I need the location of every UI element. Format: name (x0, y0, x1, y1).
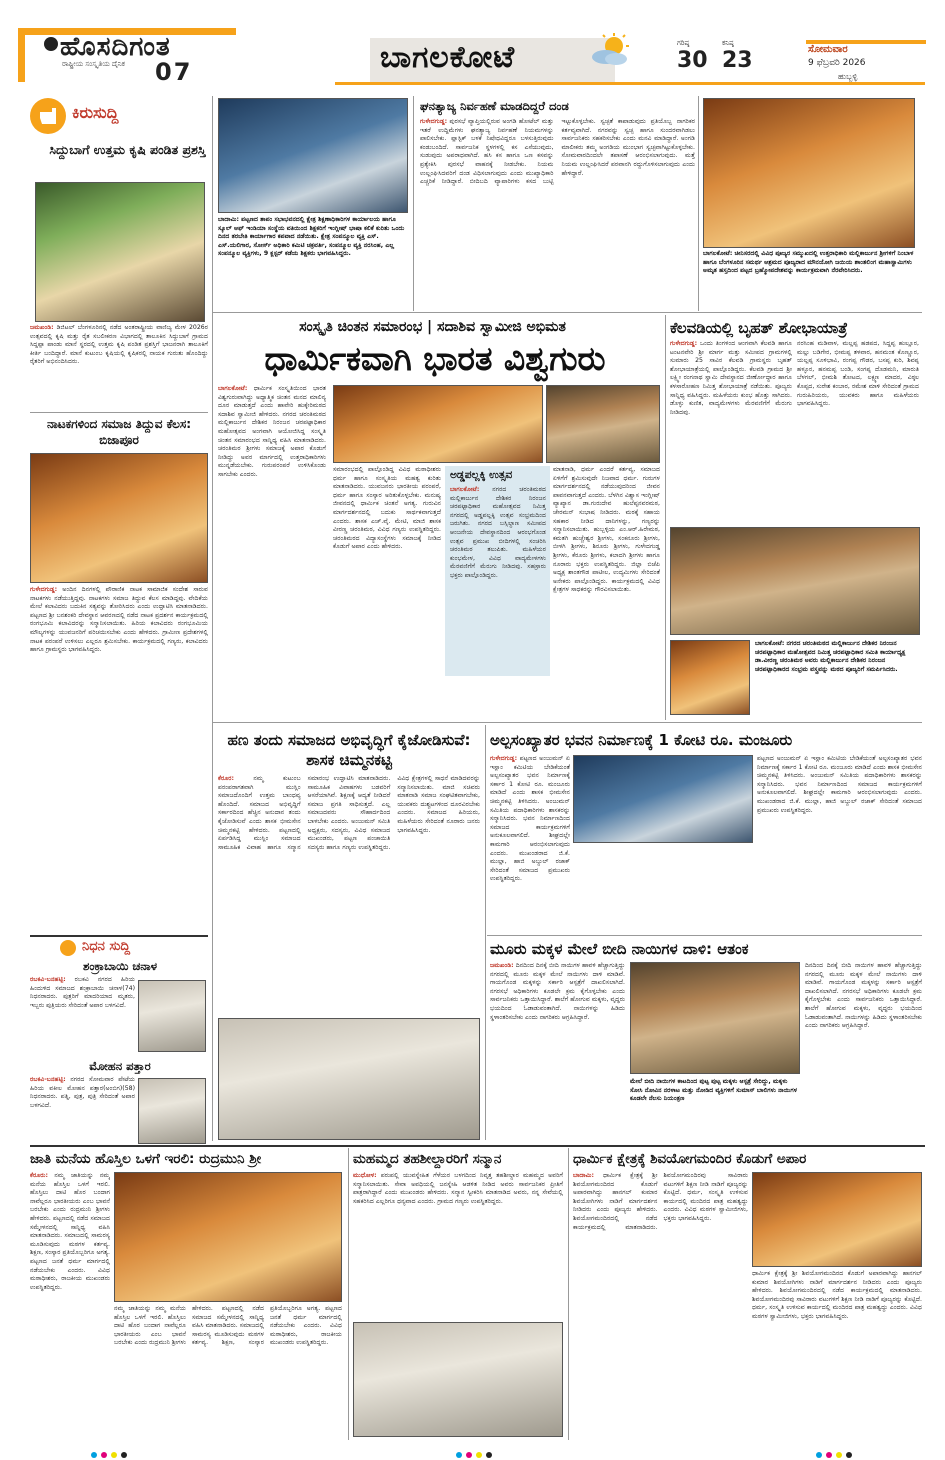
headline: ಅಲ್ಪಸಂಖ್ಯಾತರ ಭವನ ನಿರ್ಮಾಣಕ್ಕೆ 1 ಕೋಟಿ ರೂ. ಮಂಜೂರು (490, 731, 793, 749)
article-body: ಜಮಖಂಡಿ: ಡಿಜಿಟಲ್ ಬೆಂಗಳೂರಿನಲ್ಲಿ ನಡೆದ ಅಂತರಾಷ್ಟ್ರೀಯ ವಾಣಿಜ್ಯ ಮೇಳ 2026ರ ಉತ್ಸವದಲ್ಲಿ ಕೃಷಿ ಮತ್ತು ರೈತ ಸಬಲೀಕರಣ ವಿಭಾಗದಲ್ಲಿ ತಾಲೂಕಿನ ಸಿದ್ದುಬಾಗೆ ಗ್ರಾಮದ ಸಿದ್ದಪ್ಪಾ ಪಾಂಡು ಮಾನೆ ಸ್ಥರದಲ್ಲಿ ಉತ್ತಮ ಕೃಷಿ ಪಂಡಿತ ಪ್ರಶಸ್ತಿಗೆ ಭಾಜನರಾಗಿ ತಾಲೂಕಿಗೆ ಕೀರ್ತಿ ಬಂದಿದ್ದಾರೆ. ಮಾನೆ ಕುಟುಂಬ ಕೃಷಿಯಲ್ಲಿ ಕೃಷಿಕರಲ್ಲಿ ನಾಯಕ ಗುರುತು ಹೊಂದಿದ್ದು ರೈತರಿಗೆ ಅಭಿನಂದಿಸಿದರು. (30, 324, 208, 366)
award-photo (35, 182, 205, 322)
divider (30, 1145, 925, 1147)
felicitation-photo (353, 1322, 563, 1437)
sun-cloud-icon (588, 33, 632, 67)
obituary-name: ಶಂಕ್ರಾಬಾಯಿ ಚನಾಳ (83, 959, 157, 973)
column-rule (568, 1148, 569, 1440)
article-body: ಗುಳೇದಗುಡ್ಡ: ಪುರಸಭೆ ವ್ಯಾಪ್ತಿಯಲ್ಲಿರುವ ಅಂಗಡಿ ಹೋಟೆಲ್ ಮತ್ತು ಇತರೆ ಉದ್ದಿಮೆಗಳು ಘನತ್ಯಾಜ್ಯ ನಿರ್ವಹಣೆ ನಿಯಮಗಳನ್ನು ಪಾಲಿಸಬೇಕು. ಪ್ಲಾಸ್ಟಿಕ್ ಬಳಕೆ ನಿಷೇಧವಿದ್ದರೂ ಬಳಸುತ್ತಿರುವುದು ಕಂಡುಬಂದಿದೆ. ಸಾರ್ವಜನಿಕ ಸ್ಥಳಗಳಲ್ಲಿ ಕಸ ಎಸೆಯುವುದು, ಸುಡುವುದು ಅಪರಾಧವಾಗಿದೆ. ಹಸಿ ಕಸ ಹಾಗೂ ಒಣ ಕಸವನ್ನು ಪ್ರತ್ಯೇಕಿಸಿ ಪುರಸಭೆ ವಾಹನಕ್ಕೆ ನೀಡಬೇಕು. ನಿಯಮ ಉಲ್ಲಂಘಿಸಿದವರಿಗೆ ದಂಡ ವಿಧಿಸಲಾಗುವುದು ಎಂದು ಮುಖ್ಯಾಧಿಕಾರಿ ಎಚ್ಚರಿಕೆ ನೀಡಿದ್ದಾರೆ. ಬೀದಿಬದಿ ವ್ಯಾಪಾರಿಗಳು ಕಸದ ಬುಟ್ಟಿ ಇಟ್ಟುಕೊಳ್ಳಬೇಕು. ಸ್ವಚ್ಛತೆ ಕಾಪಾಡುವುದು ಪ್ರತಿಯೊಬ್ಬ ನಾಗರಿಕರ ಕರ್ತವ್ಯವಾಗಿದೆ. ನಗರವನ್ನು ಸ್ವಚ್ಛ ಹಾಗೂ ಸುಂದರವಾಗಿಡಲು ಸಾರ್ವಜನಿಕರು ಸಹಕರಿಸಬೇಕು ಎಂದು ಮನವಿ ಮಾಡಿದ್ದಾರೆ. ಅಂಗಡಿ ಮಾಲೀಕರು ತಮ್ಮ ಅಂಗಡಿಯ ಮುಂಭಾಗ ಸ್ವಚ್ಛವಾಗಿಟ್ಟುಕೊಳ್ಳಬೇಕು. ಸೋಮವಾರದಿಂದಲೇ ತಪಾಸಣೆ ಆರಂಭಿಸಲಾಗುವುದು. ಮತ್ತೆ ನಿಯಮ ಉಲ್ಲಂಘಿಸಿದರೆ ಪರವಾನಗಿ ರದ್ದುಗೊಳಿಸಲಾಗುವುದು ಎಂದು ಹೇಳಿದ್ದಾರೆ. (420, 118, 695, 186)
article-body: ಕೆರೂರ: ನಮ್ಮ ಕುಟುಂಬ ಪರಂಪರಾಗತವಾಗಿ ಮುಸ್ಲಿಂ ಸಮಾಜದೊಂದಿಗೆ ಉತ್ತಮ ಬಾಂಧವ್ಯ ಹೊಂದಿದೆ. ಸಮಾಜದ ಅಭಿವೃದ್ಧಿಗೆ ಸರ್ಕಾರದಿಂದ ಹೆಚ್ಚಿನ ಅನುದಾನ ತಂದು ಕೈಜೋಡಿಸುವೆ ಎಂದು ಶಾಸಕ ಭೀಮಸೇನ ಚಿಮ್ಮನಕಟ್ಟಿ ಹೇಳಿದರು. ಪಟ್ಟಣದಲ್ಲಿ ಏರ್ಪಡಿಸಿದ್ದ ಮುಸ್ಲಿಂ ಸಮಾಜದ ಸಾಮೂಹಿಕ ವಿವಾಹ ಹಾಗೂ ಸನ್ಮಾನ ಸಮಾರಂಭ ಉದ್ಘಾಟಿಸಿ ಮಾತನಾಡಿದರು. ಸಾಮೂಹಿಕ ವಿವಾಹಗಳು ಬಡವರಿಗೆ ಆಸರೆಯಾಗಿವೆ. ಶಿಕ್ಷಣಕ್ಕೆ ಆದ್ಯತೆ ನೀಡಿದರೆ ಸಮಾಜ ಪ್ರಗತಿ ಸಾಧಿಸುತ್ತದೆ. ಎಲ್ಲ ಸಮಾಜದವರು ಸೌಹಾರ್ದದಿಂದ ಬಾಳಬೇಕು ಎಂದರು. ಅಂಜುಮನ್ ಸಮಿತಿ ಅಧ್ಯಕ್ಷರು, ಸದಸ್ಯರು, ವಿವಿಧ ಸಮಾಜದ ಮುಖಂಡರು, ಪಟ್ಟಣ ಪಂಚಾಯಿತಿ ಸದಸ್ಯರು ಹಾಗೂ ಗಣ್ಯರು ಉಪಸ್ಥಿತರಿದ್ದರು. ವಿವಿಧ ಕ್ಷೇತ್ರಗಳಲ್ಲಿ ಸಾಧನೆ ಮಾಡಿದವರನ್ನು ಸನ್ಮಾನಿಸಲಾಯಿತು. ಮಾಜಿ ಸಚಿವರು ಮಾತನಾಡಿ ಸಮಾಜ ಸಂಘಟಿತವಾಗಬೇಕು, ಯುವಕರು ದುಶ್ಚಟಗಳಿಂದ ದೂರವಿರಬೇಕು ಎಂದರು. ಸಮಾಜದ ಹಿರಿಯರು, ಮಹಿಳೆಯರು ಸೇರಿದಂತೆ ನೂರಾರು ಜನರು ಭಾಗವಹಿಸಿದ್ದರು. (218, 775, 480, 851)
edition-name: ಹುಬ್ಬಳ್ಳಿ (838, 72, 858, 81)
headline: ಕೆಲವಡಿಯಲ್ಲಿ ಬೃಹತ್ ಶೋಭಾಯಾತ್ರೆ (670, 319, 848, 337)
city-name: ಬಾಗಲಕೋಟೆ (380, 40, 516, 75)
temp-min-label: ಕನಿಷ್ಠ (722, 39, 734, 47)
photo-caption: ಬಾಗಲಕೋಟೆ: ಚೀನಿಸರದಲ್ಲಿ ವಿವಿಧ ಪೂಜ್ಯರ ಸಮ್ಮುಖದಲ್ಲಿ ಉತ್ತರಾಧಿಕಾರಿ ಮಲ್ಲಿಕಾರ್ಜುನ ಶ್ರೀಗಳಿಗೆ ನಿಂಬಾಳ ಹಾಗೂ ಬೆಂಗಳೂರಿನ ಸಮರ್ಥ ಆಶ್ರಮದ ಪೂಜ್ಯರಾದ ಮೌನಯೋಗಿ ಜಯಿಯ ಶಾಂತಲಿಂಗ ಮಹಾಸ್ವಾಮಿಗಳು ಅಮೃತ ಹಸ್ತದಿಂದ ಪಟ್ಟದ ಬ್ರಹ್ಮೋಪದೇಶವನ್ನು ಕಾರ್ಯಕ್ರಮವಾಗಿ ನೆರವೇರಿಸಿದರು. (703, 250, 914, 275)
article-body: ಬಾಗಲಕೋಟೆ: ಧಾರ್ಮಿಕ ಸಂಸ್ಕೃತಿಯಿಂದ ಭಾರತ ವಿಶ್ವಗುರುವಾಗಿದ್ದು ಅಧ್ಯಾತ್ಮಿಕ ಚಿಂತನ ಮನದ ಮಾಲಿನ್ಯ ದೂರ ಮಾಡುತ್ತದೆ ಎಂದು ಹಾವೇರಿ ಹುಕ್ಕೇರಿಮಠದ ಸದಾಶಿವ ಸ್ವಾಮೀಜಿ ಹೇಳಿದರು. ನಗರದ ಚರಂತಿಮಠದ ಮಲ್ಲಿಕಾರ್ಜುನ ದೇಶಿಕರ ನಿರಂಜನ ಚರಪಟ್ಟಾಧಿಕಾರ ಮಹೋತ್ಸವದ ಅಂಗವಾಗಿ ಆಯೋಜಿಸಿದ್ದ ಸಂಸ್ಕೃತಿ ಚಿಂತನ ಸಮಾರಂಭದ ಸಾನ್ನಿಧ್ಯ ವಹಿಸಿ ಮಾತನಾಡಿದರು. ಚರಂತಿಮಠ ಶ್ರೀಗಳು ಸಮಾಜಕ್ಕೆ ಅಪಾರ ಕೊಡುಗೆ ನೀಡಿದ್ದು ಅವರ ಮಾರ್ಗದಲ್ಲಿ ಉತ್ತರಾಧಿಕಾರಿಗಳು ಮುನ್ನಡೆಯಬೇಕು. ಗುರುಪರಂಪರೆ ಉಳಿಸಿಕೊಂಡು ಸಾಗಬೇಕು ಎಂದರು. (218, 385, 326, 478)
date: 9 ಫೆಬ್ರವರಿ 2026 (808, 58, 866, 68)
newspaper-logo-icon (44, 37, 58, 51)
day-name: ಸೋಮವಾರ (808, 44, 848, 55)
print-registration-marks (455, 1444, 495, 1452)
pointing-hand-icon (30, 98, 66, 134)
article-body: ಗುಳೇದಗುಡ್ಡ: ಒಂದು ತಿಂಗಳಿಂದ ಆಂಗವಾಗಿ ಕೆಲವಡಿ ಹಾಗೂ ಟಂಟನವೇರಿ ಶ್ರೀ ಮಾರ್ಗ ಮತ್ತು ಸಮೀಪದ ಗ್ರಾಮಗಳಲ್ಲಿ ಸುಮಾರು 25 ಸಾವಿರ ಕೆಲವಡಿ ಗ್ರಾಮಸ್ಥರು ಬೃಹತ್ ಶೋಭಾಯಾತ್ರೆಯಲ್ಲಿ ಪಾಲ್ಗೊಂಡಿದ್ದರು. ಕೆಲವಡಿ ಗ್ರಾಮದ ಶ್ರೀ ಲಕ್ಷ್ಮೀ ರಂಗನಾಥ ಸ್ವಾಮಿ ದೇವಸ್ಥಾನದ ಜೀರ್ಣೋದ್ಧಾರ ಹಾಗೂ ಕಳಸಾರೋಹಣ ನಿಮಿತ್ತ ಶೋಭಾಯಾತ್ರೆ ನಡೆಯಿತು. ಪೂಜ್ಯರು ಸಾನ್ನಿಧ್ಯ ವಹಿಸಿದ್ದರು. ಮಹಿಳೆಯರು ಕುಂಭ ಹೊತ್ತು ಸಾಗಿದರು. ಡೊಳ್ಳು ಕುಣಿತ, ವಾದ್ಯಮೇಳಗಳು ಮೆರವಣಿಗೆಗೆ ಮೆರುಗು ನೀಡಿದವು. (670, 340, 792, 416)
obituary-body: ರಬಕವಿ-ಬನಹಟ್ಟಿ: ರಬಕವಿ ನಗರದ ಹಿರಿಯ ಹಿಂದುಳಿದ ಸಮಾಜದ ಶಂಕ್ರಾಬಾಯಿ ಚನಾಳ(74) ನಿಧನರಾದರು. ಪುತ್ರರಿಗೆ ಮಾದರಿಯಾದ ಮೃತರು, ಇಬ್ಬರು ಪುತ್ರಿಯರು ಸೇರಿದಂತೆ ಅಪಾರ ಬಳಗವಿದೆ. (30, 976, 135, 1009)
headline: ಮೂರು ಮಕ್ಕಳ ಮೇಲೆ ಬೀದಿ ನಾಯಿಗಳ ದಾಳಿ: ಆತಂಕ (490, 940, 749, 958)
article-body: ಧಾರ್ಮಿಕ ಕ್ಷೇತ್ರಕ್ಕೆ ಶ್ರೀ ಶಿವಯೋಗಮಂದಿರದ ಕೊಡುಗೆ ಅಪಾರವಾಗಿದ್ದು ಹಾನಗಲ್ ಕುಮಾರ ಶಿವಯೋಗಿಗಳು ನಾಡಿಗೆ ಮಾರ್ಗದರ್ಶನ ನೀಡಿದರು ಎಂದು ಪೂಜ್ಯರು ಹೇಳಿದರು. ಶಿವಯೋಗಮಂದಿರದಲ್ಲಿ ನಡೆದ ಕಾರ್ಯಕ್ರಮದಲ್ಲಿ ಮಾತನಾಡಿದರು. ಶಿವಯೋಗಮಂದಿರವು ಸಾವಿರಾರು ವಟುಗಳಿಗೆ ಶಿಕ್ಷಣ ನೀಡಿ ನಾಡಿಗೆ ಪೂಜ್ಯರನ್ನು ಕೊಟ್ಟಿದೆ. ಧರ್ಮ, ಸಂಸ್ಕೃತಿ ಉಳಿಸುವ ಕಾರ್ಯದಲ್ಲಿ ಮಂದಿರದ ಪಾತ್ರ ಮಹತ್ವದ್ದು ಎಂದರು. ವಿವಿಧ ಮಠಗಳ ಸ್ವಾಮೀಜಿಗಳು, ಭಕ್ತರು ಭಾಗವಹಿಸಿದ್ದರು. (752, 1270, 922, 1320)
photo-caption: ಬಾಗಲಕೋಟೆ: ನಗರದ ಚರಂತಿಮಠದ ಮಲ್ಲಿಕಾರ್ಜುನ ದೇಶಿಕರ ನಿರಂಜನ ಚರಪಟ್ಟಾಧಿಕಾರ ಮಹೋತ್ಸವದ ನಿಮಿತ್ತ ಚರಪಟ್ಟಾಧಿಕಾರ ಸಮಿತಿ ಕಾರ್ಯಾಧ್ಯಕ್ಷ ಡಾ.ವೀರಣ್ಣ ಚರಂತಿಮಠ ಅವರು ಮಲ್ಲಿಕಾರ್ಜುನ ದೇಶಿಕರ ನಿರಂಜನ ಚರಪಟ್ಟಾಧಿಕಾರದ ಸಂಭ್ರಮ ವಸ್ತ್ರವನ್ನು ಮಠದ ಪೂಜ್ಯರಿಗೆ ಸಮರ್ಪಿಸಿದರು. (755, 640, 906, 673)
divider (30, 412, 208, 413)
seers-portrait-photo (546, 385, 660, 463)
header-rule (335, 82, 925, 85)
divider (487, 935, 922, 936)
procession-photo (670, 527, 920, 635)
obituary-name: ಮೋಹನ ಪತ್ತಾರ (89, 1059, 151, 1073)
article-body: ಮಾತನಾಡಿ, ಧರ್ಮ ಎಂದರೆ ಕರ್ತವ್ಯ, ಸಮಾಜದ ಏಳಿಗೆಗೆ ಶ್ರಮಿಸುವುದೇ ನಿಜವಾದ ಧರ್ಮ. ಗುರುಗಳ ಮಾರ್ಗದರ್ಶನದಲ್ಲಿ ನಡೆಯುವುದರಿಂದ ಜೀವನ ಪಾವನವಾಗುತ್ತದೆ ಎಂದರು. ಬೆಳಗಿನ ವಿಶ್ವಾಸ ಇಂಗ್ಲೀಷ್ ವ್ಯಾಖ್ಯಾನ ಡಾ.ಗುರುದೇವ ಹುಲೆಪ್ಪನವರಮಠ, ಚೇರಮನ್ ಸುಭಾಷ ನೀಡಿದರು. ಮಠಕ್ಕೆ ಸಹಾಯ ಸಹಕಾರ ನೀಡಿದ ದಾನಿಗಳನ್ನು, ಗಣ್ಯರನ್ನು ಸನ್ಮಾನಿಸಲಾಯಿತು. ಹುಬ್ಬಳ್ಳಿಯ ಎಂ.ಆರ್.ಹಿರೇಮಠ, ಕಮತಗಿ ಹುಚ್ಚೇಶ್ವರ ಶ್ರೀಗಳು, ಸಂಕನೂರು ಶ್ರೀಗಳು, ಬೀಳಗಿ ಶ್ರೀಗಳು, ಶಿರೂರು ಶ್ರೀಗಳು, ಗುಳೇದಗುಡ್ಡ ಶ್ರೀಗಳು, ಕೆರೂರು ಶ್ರೀಗಳು, ಕಲಾದಗಿ ಶ್ರೀಗಳು ಹಾಗೂ ನೂರಾರು ಭಕ್ತರು ಉಪಸ್ಥಿತರಿದ್ದರು. ಜಿಲ್ಲಾ ಬಿಜೆಪಿ ಅಧ್ಯಕ್ಷ ಶಾಂತಗೌಡ ಪಾಟೀಲ, ಉದ್ಯಮಿಗಳು ಸೇರಿದಂತೆ ಅನೇಕರು ಪಾಲ್ಗೊಂಡಿದ್ದರು. ಕಾರ್ಯಕ್ರಮದಲ್ಲಿ ವಿವಿಧ ಕ್ಷೇತ್ರಗಳ ಸಾಧಕರನ್ನು ಗೌರವಿಸಲಾಯಿತು. (553, 466, 660, 594)
seer-stage-photo (333, 385, 543, 463)
headline: ನಾಟಕಗಳಿಂದ ಸಮಾಜ ತಿದ್ದುವ ಕೆಲಸ: ಬಿಜಾಪೂರ (46, 417, 192, 447)
column-rule (485, 725, 486, 1140)
headline: ಧಾರ್ಮಿಕ ಕ್ಷೇತ್ರಕ್ಕೆ ಶಿವಯೋಗಮಂದಿರ ಕೊಡುಗೆ ಅಪಾರ (573, 1151, 807, 1167)
committee-photo (573, 755, 753, 843)
headline: ಹಣ ತಂದು ಸಮಾಜದ ಅಭಿವೃದ್ಧಿಗೆ ಕೈಜೋಡಿಸುವೆ: ಶಾಸಕ ಚಿಮ್ಮನಕಟ್ಟಿ (227, 731, 471, 769)
temp-max: 30 (677, 48, 708, 73)
lead-kicker: ಸಂಸ್ಕೃತಿ ಚಿಂತನ ಸಮಾರಂಭ | ಸದಾಶಿವ ಸ್ವಾಮೀಜಿ ಅಭಿಮತ (299, 319, 566, 335)
article-body: ಸಮಾರಂಭದಲ್ಲಿ ಪಾಲ್ಗೊಂಡಿದ್ದ ವಿವಿಧ ಮಠಾಧೀಶರು ಧರ್ಮ ಹಾಗೂ ಸಂಸ್ಕೃತಿಯ ಮಹತ್ವ ಕುರಿತು ಮಾತನಾಡಿದರು. ಯುವಜನರು ಭಾರತೀಯ ಪರಂಪರೆ, ಧರ್ಮ ಹಾಗೂ ಸಂಸ್ಕಾರ ಅರಿತುಕೊಳ್ಳಬೇಕು. ಮನುಷ್ಯ ಜೀವನದಲ್ಲಿ ಧಾರ್ಮಿಕ ಚಿಂತನೆ ಅಗತ್ಯ. ಗುರುವಿನ ಮಾರ್ಗದರ್ಶನದಲ್ಲಿ ಬದುಕು ಸಾರ್ಥಕವಾಗುತ್ತದೆ ಎಂದರು. ಶಾಸಕ ಎಚ್.ವೈ. ಮೇಟಿ, ಮಾಜಿ ಶಾಸಕ ವೀರಣ್ಣ ಚರಂತಿಮಠ, ವಿವಿಧ ಗಣ್ಯರು ಉಪಸ್ಥಿತರಿದ್ದರು. ಚರಂತಿಮಠದ ವಿದ್ಯಾಸಂಸ್ಥೆಗಳು ಸಮಾಜಕ್ಕೆ ನೀಡಿದ ಕೊಡುಗೆ ಅಪಾರ ಎಂದು ಹೇಳಿದರು. (333, 466, 441, 551)
injured-children-photo (630, 962, 800, 1074)
training-photo (218, 98, 408, 213)
photo-caption: ಬಾದಾಮಿ: ಪಟ್ಟಣದ ತಾಪಂ ಸಭಾಭವನದಲ್ಲಿ ಕ್ಷೇತ್ರ ಶಿಕ್ಷಣಾಧಿಕಾರಿಗಳ ಕಾರ್ಯಾಲಯ ಹಾಗೂ ಸ್ಕೂಲ್ ಆಫ್ ಇಂಡಿಯಾ ಸಂಸ್ಥೆಯ ವತಿಯಿಂದ ಶಿಕ್ಷಕರಿಗೆ ಇಂಗ್ಲೀಷ್ ಭಾಷಾ ಕಲಿಕೆ ಕುರಿತು ಒಂದು ದಿನದ ತರಬೇತಿ ಕಾರ್ಯಾಗಾರ ಕಪವಾದ ನಡೆಯಿತು. ಕ್ಷೇತ್ರ ಸಂಪನ್ಮೂಲ ವ್ಯಕ್ತಿ ಎಸ್. ಎಸ್.ಯಲಿಗಾರ, ಸೋರ್ಸ್ ಅಧಿಕಾರಿ ಕಮಿಟಿ ಚಕ್ರವರ್ತಿ, ಸಂಪನ್ಮೂಲ ವ್ಯಕ್ತಿ ನರಸಿಂಹ, ಎಲ್ಲ ಸಂಪನ್ಮೂಲ ವ್ಯಕ್ತಿಗಳು, 9 ಕ್ಲಸ್ಟರ್ ಕಡೆಯ ಶಿಕ್ಷಕರು ಭಾಗವಹಿಸಿದ್ದರು. (218, 216, 405, 258)
headline: ಮಹಮ್ಮದ ತಹಶೀಲ್ದಾರರಿಗೆ ಸನ್ಮಾನ (353, 1151, 502, 1167)
article-body: ದಿನದಿಂದ ದಿನಕ್ಕೆ ಬೀದಿ ನಾಯಿಗಳ ಹಾವಳಿ ಹೆಚ್ಚಾಗುತ್ತಿದ್ದು ನಗರದಲ್ಲಿ ಮೂರು ಮಕ್ಕಳ ಮೇಲೆ ನಾಯಿಗಳು ದಾಳಿ ಮಾಡಿವೆ. ಗಾಯಗೊಂಡ ಮಕ್ಕಳನ್ನು ಸರ್ಕಾರಿ ಆಸ್ಪತ್ರೆಗೆ ದಾಖಲಿಸಲಾಗಿದೆ. ನಗರಸಭೆ ಅಧಿಕಾರಿಗಳು ಕೂಡಲೇ ಕ್ರಮ ಕೈಗೊಳ್ಳಬೇಕು ಎಂದು ಸಾರ್ವಜನಿಕರು ಒತ್ತಾಯಿಸಿದ್ದಾರೆ. ಶಾಲೆಗೆ ಹೋಗುವ ಮಕ್ಕಳು, ವೃದ್ಧರು ಭಯದಿಂದ ಓಡಾಡುವಂತಾಗಿದೆ. ನಾಯಿಗಳನ್ನು ಹಿಡಿದು ಸ್ಥಳಾಂತರಿಸಬೇಕು ಎಂದು ನಾಗರಿಕರು ಆಗ್ರಹಿಸಿದ್ದಾರೆ. (805, 962, 922, 1030)
article-body: ನಮ್ಮ ಜಾತಿಯನ್ನು ನಮ್ಮ ಮನೆಯ ಹೊಸ್ತಿಲ ಒಳಗೆ ಇರಲಿ. ಹೊಸ್ತಿಲು ದಾಟಿ ಹೊರ ಬಂದಾಗ ನಾವೆಲ್ಲರೂ ಭಾರತೀಯರು ಎಂಬ ಭಾವನೆ ಬರಬೇಕು ಎಂದು ರುದ್ರಮುನಿ ಶ್ರೀಗಳು ಹೇಳಿದರು. ಪಟ್ಟಣದಲ್ಲಿ ನಡೆದ ಸಮಾಜದ ಸಮ್ಮೇಳನದಲ್ಲಿ ಸಾನ್ನಿಧ್ಯ ವಹಿಸಿ ಮಾತನಾಡಿದರು. ಸಮಾಜದಲ್ಲಿ ಸಾಮರಸ್ಯ ಮೂಡಿಸುವುದು ಮಠಗಳ ಕರ್ತವ್ಯ. ಶಿಕ್ಷಣ, ಸಂಸ್ಕಾರ ಪ್ರತಿಯೊಬ್ಬರಿಗೂ ಅಗತ್ಯ. ಪಟ್ಟಣದ ಜನತೆ ಧರ್ಮ ಮಾರ್ಗದಲ್ಲಿ ನಡೆಯಬೇಕು ಎಂದರು. ವಿವಿಧ ಮಠಾಧೀಶರು, ರಾಜಕೀಯ ಮುಖಂಡರು ಉಪಸ್ಥಿತರಿದ್ದರು. (114, 1305, 342, 1347)
newspaper-logo: ಹೊಸದಿಗಂತ (60, 32, 171, 62)
sammelana-photo (114, 1172, 342, 1302)
article-body: ಜಮಖಂಡಿ: ದಿನದಿಂದ ದಿನಕ್ಕೆ ಬೀದಿ ನಾಯಿಗಳ ಹಾವಳಿ ಹೆಚ್ಚಾಗುತ್ತಿದ್ದು ನಗರದಲ್ಲಿ ಮೂರು ಮಕ್ಕಳ ಮೇಲೆ ನಾಯಿಗಳು ದಾಳಿ ಮಾಡಿವೆ. ಗಾಯಗೊಂಡ ಮಕ್ಕಳನ್ನು ಸರ್ಕಾರಿ ಆಸ್ಪತ್ರೆಗೆ ದಾಖಲಿಸಲಾಗಿದೆ. ನಗರಸಭೆ ಅಧಿಕಾರಿಗಳು ಕೂಡಲೇ ಕ್ರಮ ಕೈಗೊಳ್ಳಬೇಕು ಎಂದು ಸಾರ್ವಜನಿಕರು ಒತ್ತಾಯಿಸಿದ್ದಾರೆ. ಶಾಲೆಗೆ ಹೋಗುವ ಮಕ್ಕಳು, ವೃದ್ಧರು ಭಯದಿಂದ ಓಡಾಡುವಂತಾಗಿದೆ. ನಾಯಿಗಳನ್ನು ಹಿಡಿದು ಸ್ಥಳಾಂತರಿಸಬೇಕು ಎಂದು ನಾಗರಿಕರು ಆಗ್ರಹಿಸಿದ್ದಾರೆ. (490, 962, 625, 1021)
newspaper-tagline: ರಾಷ್ಟ್ರೀಯ ಸಂಸ್ಕೃತಿಯ ದೈನಿಕ (62, 60, 125, 68)
column-rule (698, 96, 699, 311)
page-number: 07 (155, 58, 193, 86)
photo-caption: ಮೇಲೆ ಬೀದಿ ನಾಯಿಗಳ ಕಾಟದಿಂದ ಪುಟ್ಟ ಪುಟ್ಟ ಮಕ್ಕಳು ಆಸ್ಪತ್ರೆ ಸೇರಿದ್ದು, ಮಕ್ಕಳು ಸೋಸಿ ನೋವಿನ ನರಳಾಟ ಮತ್ತು ನೋಡಿದ ವ್ಯಕ್ತಿಗಳಿಗೆ ಸುಮಾಸ್ ಬಾಲಿಗಳು ನಾಯಿಗಳ ಕೂಡಲೇ ನೆಲಸು ನಿಯಂತ್ರಣ (630, 1078, 798, 1103)
article-body: ಗುಳೇದಗುಡ್ಡ: ಪಟ್ಟಣದ ಅಂಜುಮನ್ ಏ ಇಸ್ಲಾಂ ಕಮಿಟಿಯ ಬೇಡಿಕೆಯಂತೆ ಅಲ್ಪಸಂಖ್ಯಾತರ ಭವನ ನಿರ್ಮಾಣಕ್ಕೆ ಸರ್ಕಾರ 1 ಕೋಟಿ ರೂ. ಮಂಜೂರು ಮಾಡಿದೆ ಎಂದು ಶಾಸಕ ಭೀಮಸೇನ ಚಿಮ್ಮನಕಟ್ಟಿ ತಿಳಿಸಿದರು. ಅಂಜುಮನ್ ಸಮಿತಿಯ ಪದಾಧಿಕಾರಿಗಳು ಶಾಸಕರನ್ನು ಸನ್ಮಾನಿಸಿದರು. ಭವನ ನಿರ್ಮಾಣದಿಂದ ಸಮಾಜದ ಕಾರ್ಯಕ್ರಮಗಳಿಗೆ ಅನುಕೂಲವಾಗಲಿದೆ. ಶೀಘ್ರದಲ್ಲೇ ಕಾಮಗಾರಿ ಆರಂಭಿಸಲಾಗುವುದು ಎಂದರು. ಮುಖಂಡರಾದ ಜಿ.ಕೆ. ಮುಲ್ಲಾ, ಹಾಜಿ ಅಬ್ದುಲ್ ರಜಾಕ್ ಸೇರಿದಂತೆ ಸಮಾಜದ ಪ್ರಮುಖರು ಉಪಸ್ಥಿತರಿದ್ದರು. (490, 755, 570, 883)
divider (30, 935, 208, 937)
obituary-photo (138, 980, 206, 1052)
article-body: ಬಾದಾಮಿ: ಧಾರ್ಮಿಕ ಕ್ಷೇತ್ರಕ್ಕೆ ಶ್ರೀ ಶಿವಯೋಗಮಂದಿರದ ಕೊಡುಗೆ ಅಪಾರವಾಗಿದ್ದು ಹಾನಗಲ್ ಕುಮಾರ ಶಿವಯೋಗಿಗಳು ನಾಡಿಗೆ ಮಾರ್ಗದರ್ಶನ ನೀಡಿದರು ಎಂದು ಪೂಜ್ಯರು ಹೇಳಿದರು. ಶಿವಯೋಗಮಂದಿರದಲ್ಲಿ ನಡೆದ ಕಾರ್ಯಕ್ರಮದಲ್ಲಿ ಮಾತನಾಡಿದರು. ಶಿವಯೋಗಮಂದಿರವು ಸಾವಿರಾರು ವಟುಗಳಿಗೆ ಶಿಕ್ಷಣ ನೀಡಿ ನಾಡಿಗೆ ಪೂಜ್ಯರನ್ನು ಕೊಟ್ಟಿದೆ. ಧರ್ಮ, ಸಂಸ್ಕೃತಿ ಉಳಿಸುವ ಕಾರ್ಯದಲ್ಲಿ ಮಂದಿರದ ಪಾತ್ರ ಮಹತ್ವದ್ದು ಎಂದರು. ವಿವಿಧ ಮಠಗಳ ಸ್ವಾಮೀಜಿಗಳು, ಭಕ್ತರು ಭಾಗವಹಿಸಿದ್ದರು. (573, 1172, 748, 1231)
print-registration-marks (90, 1444, 130, 1452)
lead-headline: ಧಾರ್ಮಿಕವಾಗಿ ಭಾರತ ವಿಶ್ವಗುರು (264, 339, 606, 378)
obituary-body: ರಬಕವಿ-ಬನಹಟ್ಟಿ: ನಗರದ ಸೋಮವಾರ ಪೇಟೆಯ ಹಿರಿಯ ವಕೀಲ ಮೋಹನ ಪತ್ತಾರ(ಅಂಬಿಗ)(58) ನಿಧನರಾದರು. ಪತ್ನಿ, ಪುತ್ರ, ಪುತ್ರಿ ಸೇರಿದಂತೆ ಅಪಾರ ಬಳಗವಿದೆ. (30, 1076, 135, 1109)
column-rule (413, 96, 414, 311)
seer-photo (670, 640, 750, 715)
shivayoga-photo (752, 1172, 922, 1267)
temp-max-label: ಗರಿಷ್ಠ (677, 39, 690, 47)
box-headline: ಅಡ್ಡಪಲ್ಲಕ್ಕಿ ಉತ್ಸವ (450, 469, 513, 481)
divider (212, 312, 922, 313)
article-body: ನರಸಿಂಹ ಮಡಿವಾಳ, ಮಲ್ಲಪ್ಪ ಹಡಪದ, ಸಿದ್ದಪ್ಪ ಹುಲ್ಲೂರ, ಮಲ್ಲು ಬಡಿಗೇರ, ಭೀಮಪ್ಪ ತಳವಾರ, ಹನಮಂತ ಕೊಣ್ಣೂರ, ಯಲ್ಲಪ್ಪ ಸೂಳಿಭಾವಿ, ರಂಗಪ್ಪ ಗೌಡರ, ಬಸಪ್ಪ ಕುರಿ, ಶಿವಪ್ಪ ಹಳ್ಳೂರ, ಹನಮಪ್ಪ ಬಂಡಿ, ಸಂಗಪ್ಪ ದೊಡಮನಿ, ಮಾರುತಿ ಬೆಳಗಲ್, ಭೀಮಶಿ ತೋಟದ, ಲಕ್ಷ್ಮಣ ಮಾದರ, ವಿಠ್ಠಲ ಕೊಪ್ಪದ, ಸುರೇಶ ಕಂಬಾರ, ರಮೇಶ ಮಾಳಿ ಸೇರಿದಂತೆ ಗ್ರಾಮದ ಗುರುಹಿರಿಯರು, ಯುವಕರು ಹಾಗೂ ಮಹಿಳೆಯರು ಭಾಗವಹಿಸಿದ್ದರು. (797, 340, 919, 408)
lamp-icon (60, 940, 76, 956)
temp-min: 23 (722, 48, 753, 73)
divider (212, 722, 922, 723)
article-body: ಪಟ್ಟಣದ ಅಂಜುಮನ್ ಏ ಇಸ್ಲಾಂ ಕಮಿಟಿಯ ಬೇಡಿಕೆಯಂತೆ ಅಲ್ಪಸಂಖ್ಯಾತರ ಭವನ ನಿರ್ಮಾಣಕ್ಕೆ ಸರ್ಕಾರ 1 ಕೋಟಿ ರೂ. ಮಂಜೂರು ಮಾಡಿದೆ ಎಂದು ಶಾಸಕ ಭೀಮಸೇನ ಚಿಮ್ಮನಕಟ್ಟಿ ತಿಳಿಸಿದರು. ಅಂಜುಮನ್ ಸಮಿತಿಯ ಪದಾಧಿಕಾರಿಗಳು ಶಾಸಕರನ್ನು ಸನ್ಮಾನಿಸಿದರು. ಭವನ ನಿರ್ಮಾಣದಿಂದ ಸಮಾಜದ ಕಾರ್ಯಕ್ರಮಗಳಿಗೆ ಅನುಕೂಲವಾಗಲಿದೆ. ಶೀಘ್ರದಲ್ಲೇ ಕಾಮಗಾರಿ ಆರಂಭಿಸಲಾಗುವುದು ಎಂದರು. ಮುಖಂಡರಾದ ಜಿ.ಕೆ. ಮುಲ್ಲಾ, ಹಾಜಿ ಅಬ್ದುಲ್ ರಜಾಕ್ ಸೇರಿದಂತೆ ಸಮಾಜದ ಪ್ರಮುಖರು ಉಪಸ್ಥಿತರಿದ್ದರು. (757, 755, 922, 814)
felicitation-photo (218, 1018, 480, 1140)
obituary-photo (138, 1078, 206, 1144)
headline: ಘನತ್ಯಾಜ್ಯ ನಿರ್ವಹಣೆ ಮಾಡದಿದ್ದರೆ ದಂಡ (420, 99, 569, 113)
ceremony-photo (703, 98, 915, 248)
print-registration-marks (815, 1444, 855, 1452)
headline: ಜಾತಿ ಮನೆಯ ಹೊಸ್ತಿಲ ಒಳಗೆ ಇರಲಿ: ರುದ್ರಮುನಿ ಶ್ರೀ (30, 1151, 262, 1167)
headline: ಸಿದ್ದುಬಾಗೆ ಉತ್ತಮ ಕೃಷಿ ಪಂಡಿತ ಪ್ರಶಸ್ತಿ (49, 142, 206, 157)
obituary-badge: ನಿಧನ ಸುದ್ದಿ (82, 939, 130, 954)
column-rule (212, 96, 213, 1141)
box-body: ಬಾಗಲಕೋಟೆ: ನಗರದ ಚರಂತಿಮಠದ ಮಲ್ಲಿಕಾರ್ಜುನ ದೇಶಿಕರ ನಿರಂಜನ ಚರಪಟ್ಟಾಧಿಕಾರ ಮಹೋತ್ಸವದ ನಿಮಿತ್ತ ನಗರದಲ್ಲಿ ಅಡ್ಡಪಲ್ಲಕ್ಕಿ ಉತ್ಸವ ಸಂಭ್ರಮದಿಂದ ಜರುಗಿತು. ನಗರದ ಬಸ್ಸಿಲ್ದಾಣ ಸಮೀಪದ ಆಂಜನೇಯ ದೇವಸ್ಥಾನದಿಂದ ಆರಂಭಗೊಂಡ ಉತ್ಸವ ಪ್ರಮುಖ ಬೀದಿಗಳಲ್ಲಿ ಸಂಚರಿಸಿ ಚರಂತಿಮಠ ತಲುಪಿತು. ಮಹಿಳೆಯರ ಕುಂಭಮೇಳ, ವಿವಿಧ ವಾದ್ಯಮೇಳಗಳು ಮೆರವಣಿಗೆಗೆ ಮೆರುಗು ನೀಡಿದವು. ಸಹಸ್ರಾರು ಭಕ್ತರು ಪಾಲ್ಗೊಂಡಿದ್ದರು. (450, 486, 546, 579)
drama-photo (30, 453, 208, 583)
kirusuddi-badge: ಕಿರುಸುದ್ದಿ (72, 103, 119, 122)
column-rule (348, 1148, 349, 1440)
column-rule (665, 315, 666, 720)
article-body: ಕೆರೂರು: ನಮ್ಮ ಜಾತಿಯನ್ನು ನಮ್ಮ ಮನೆಯ ಹೊಸ್ತಿಲ ಒಳಗೆ ಇರಲಿ. ಹೊಸ್ತಿಲು ದಾಟಿ ಹೊರ ಬಂದಾಗ ನಾವೆಲ್ಲರೂ ಭಾರತೀಯರು ಎಂಬ ಭಾವನೆ ಬರಬೇಕು ಎಂದು ರುದ್ರಮುನಿ ಶ್ರೀಗಳು ಹೇಳಿದರು. ಪಟ್ಟಣದಲ್ಲಿ ನಡೆದ ಸಮಾಜದ ಸಮ್ಮೇಳನದಲ್ಲಿ ಸಾನ್ನಿಧ್ಯ ವಹಿಸಿ ಮಾತನಾಡಿದರು. ಸಮಾಜದಲ್ಲಿ ಸಾಮರಸ್ಯ ಮೂಡಿಸುವುದು ಮಠಗಳ ಕರ್ತವ್ಯ. ಶಿಕ್ಷಣ, ಸಂಸ್ಕಾರ ಪ್ರತಿಯೊಬ್ಬರಿಗೂ ಅಗತ್ಯ. ಪಟ್ಟಣದ ಜನತೆ ಧರ್ಮ ಮಾರ್ಗದಲ್ಲಿ ನಡೆಯಬೇಕು ಎಂದರು. ವಿವಿಧ ಮಠಾಧೀಶರು, ರಾಜಕೀಯ ಮುಖಂಡರು ಉಪಸ್ಥಿತರಿದ್ದರು. (30, 1172, 110, 1291)
article-body: ಗುಳೇದಗುಡ್ಡ: ಅಂದಿನ ದಿನಗಳಲ್ಲಿ ಪೌರಾಣಿಕ ನಾಟಕ ಸಾಮಾಜಿಕ ಸಂದೇಶ ಸಾರುವ ನಾಟಕಗಳು ನಡೆಯುತ್ತಿದ್ದವು. ನಾಟಕಗಳು ಸಮಾಜ ತಿದ್ದುವ ಕೆಲಸ ಮಾಡಿದ್ದವು. ವೇದಿಕೆಯ ಮೇಲೆ ಕಲಾವಿದರು ಬದುಕಿನ ಸತ್ಯವನ್ನು ತೋರಿಸಿದರು ಎಂದು ಉದ್ಘಾಟಿಸಿ ಮಾತನಾಡಿದರು. ಪಟ್ಟಣದ ಶ್ರೀ ಬನಶಂಕರಿ ದೇವಸ್ಥಾನ ಆವರಣದಲ್ಲಿ ನಡೆದ ನಾಟಕ ಪ್ರದರ್ಶನ ಕಾರ್ಯಕ್ರಮದಲ್ಲಿ ರಂಗಭೂಮಿ ಕಲಾವಿದರನ್ನು ಸನ್ಮಾನಿಸಲಾಯಿತು. ಹಿರಿಯ ಕಲಾವಿದರು ರಂಗಭೂಮಿಯ ಮೌಲ್ಯಗಳನ್ನು ಯುವಜನರಿಗೆ ಪರಿಚಯಿಸಬೇಕು ಎಂದು ಹೇಳಿದರು. ಗ್ರಾಮೀಣ ಪ್ರದೇಶಗಳಲ್ಲಿ ನಾಟಕ ಪರಂಪರೆ ಉಳಿಸಲು ಎಲ್ಲರೂ ಶ್ರಮಿಸಬೇಕು. ಕಾರ್ಯಕ್ರಮದಲ್ಲಿ ಗಣ್ಯರು, ಕಲಾವಿದರು ಹಾಗೂ ಗ್ರಾಮಸ್ಥರು ಭಾಗವಹಿಸಿದ್ದರು. (30, 586, 208, 654)
article-body: ಮುಧೋಳ: ಪರುಪಲ್ಲಿ ಯುವಸ್ನೇಹಿತ ಗೆಳೆಯರ ಬಳಗದಿಂದ ನಿವೃತ್ತ ತಹಶೀಲ್ದಾರ ಮಹಮ್ಮದ ಅವರಿಗೆ ಸನ್ಮಾನಿಸಲಾಯಿತು. ಸೇವಾ ಅವಧಿಯಲ್ಲಿ ಜನಸ್ನೇಹಿ ಆಡಳಿತ ನೀಡಿದ ಅವರು ಸಾರ್ವಜನಿಕರ ಪ್ರೀತಿಗೆ ಪಾತ್ರರಾಗಿದ್ದಾರೆ ಎಂದು ಮುಖಂಡರು ಹೇಳಿದರು. ಸನ್ಮಾನ ಸ್ವೀಕರಿಸಿ ಮಾತನಾಡಿದ ಅವರು, ನನ್ನ ಸೇವೆಯಲ್ಲಿ ಸಹಕರಿಸಿದ ಎಲ್ಲರಿಗೂ ಧನ್ಯವಾದ ಎಂದರು. ಗ್ರಾಮದ ಗಣ್ಯರು ಉಪಸ್ಥಿತರಿದ್ದರು. (353, 1172, 563, 1205)
